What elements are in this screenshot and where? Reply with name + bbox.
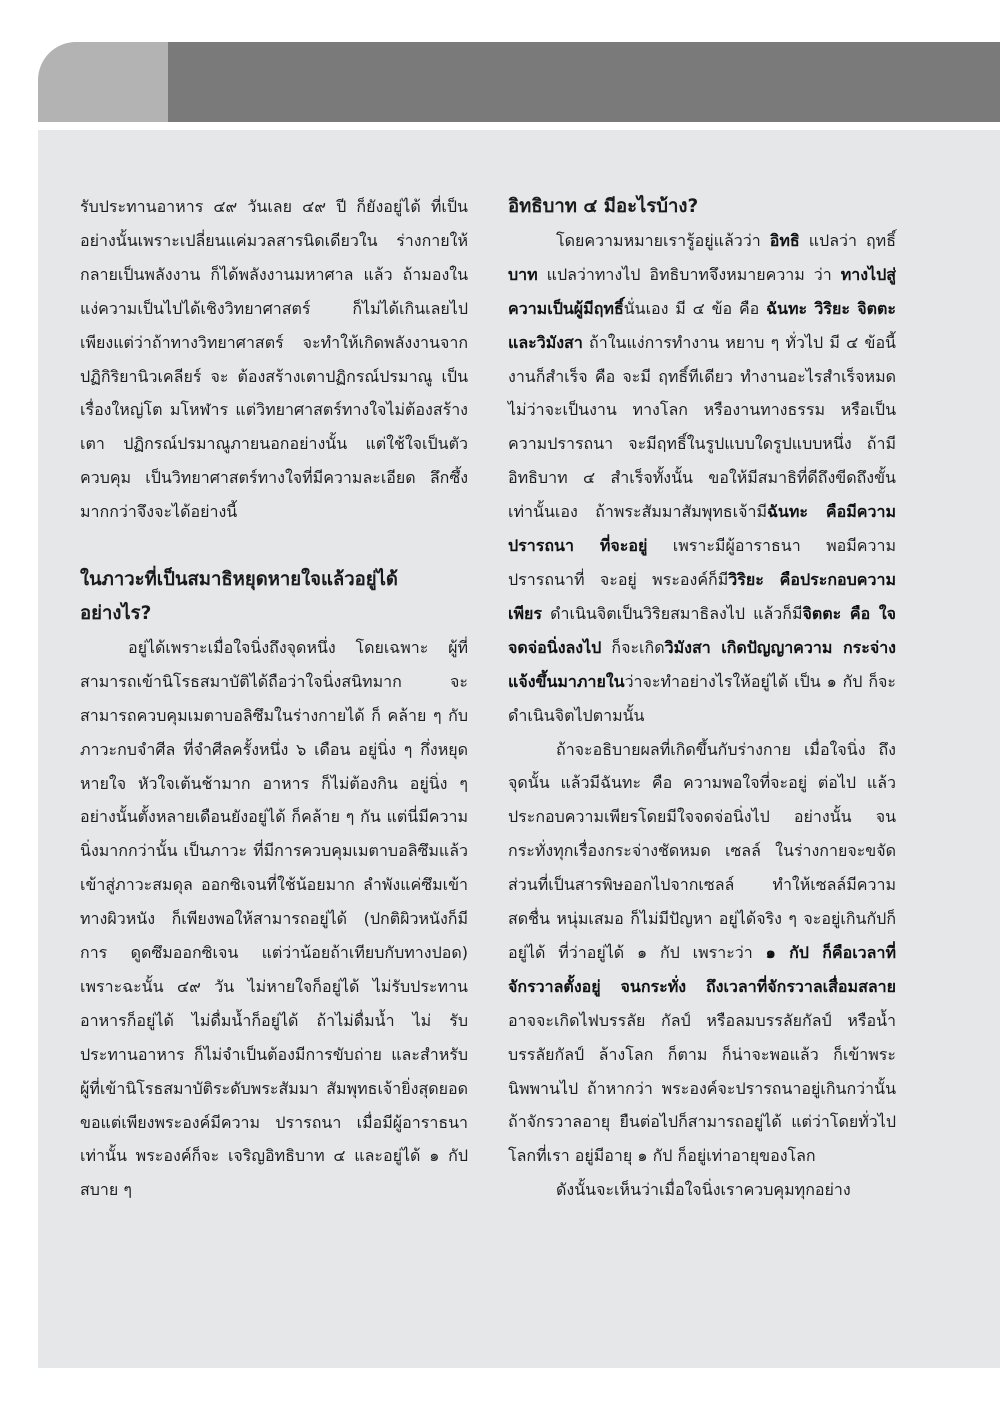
text-run: เพราะมีผู้อาราธนา พอมีความปรารถนาที่ จะอยู่ พระองค์ก็มี xyxy=(508,536,897,589)
bold-term: ฉันทะ วิริยะ จิตตะ และวิมังสา xyxy=(508,298,896,352)
text-run: ก็จะเกิด xyxy=(601,637,665,657)
bold-term: ฉันทะ คือมีความปรารถนา ที่จะอยู่ xyxy=(508,502,896,556)
right-column xyxy=(508,190,896,1207)
text-run: ดำเนินจิตเป็นวิริยสมาธิลงไป แล้วก็มี xyxy=(541,603,803,623)
bold-term: จิตตะ คือ ใจจดจ่อนิ่งลงไป xyxy=(508,603,897,657)
text-run: ถ้าจะอธิบายผลที่เกิดขึ้นกับร่างกาย เมื่อใจนิ่ง ถึงจุดนั้น แล้วมีฉันทะ คือ ความพอใจที่จะอยู่ ต่อไป แล้วประกอบความเพียรโดยมีใจจดจ่อนิ่งไป อย่างนั้น จนกระทั่งทุกเรื่องกระจ่างชัดหมด เซลล์ ในร่างกายจะขจัดส่วนที่เป็นสารพิษออกไปจากเซลล์ ทำให้เซลล์มีความสดชื่น หนุ่มเสมอ ก็ไม่มีปัญหา อยู่ได้จริง ๆ จะอยู่เกินกัปก็อยู่ได้ ที่ว่าอยู่ได้ ๑ กัป เพราะว่า xyxy=(508,739,896,962)
right-heading: อิทธิบาท ๔ มีอะไรบ้าง? xyxy=(508,196,699,217)
text-run: แปลว่าทางไป อิทธิบาทจึงหมายความ ว่า xyxy=(537,264,841,284)
header-tab-left xyxy=(38,42,168,122)
text-run: ว่าจะทำอย่างไรให้อยู่ได้ เป็น ๑ กัป ก็จะดำเนินจิตไปตามนั้น xyxy=(508,671,896,725)
bold-term: วิมังสา เกิดปัญญาความ กระจ่างแจ้งขึ้นมาภายใน xyxy=(508,637,896,691)
left-paragraph-2: อยู่ได้เพราะเมื่อใจนิ่งถึงจุดหนึ่ง โดยเฉพาะ ผู้ที่สามารถเข้านิโรธสมาบัติได้ถือว่าใจนิ่งสนิทมาก จะสามารถควบคุมเมตาบอลิซึมในร่างกายได้ ก็ คล้าย ๆ กับภาวะกบจำศีล ที่จำศีลครั้งหนึ่ง ๖ เดือน อยู่นิ่ง ๆ กึ่งหยุดหายใจ หัวใจเต้นช้ามาก อาหาร ก็ไม่ต้องกิน อยู่นิ่ง ๆ อย่างนั้นตั้งหลายเดือนยังอยู่ได้ ก็คล้าย ๆ กัน แต่นี่มีความนิ่งมากกว่านั้น เป็นภาวะ ที่มีการควบคุมเมตาบอลิซึมแล้วเข้าสู่ภาวะสมดุล ออกซิเจนที่ใช้น้อยมาก ลำพังแค่ซึมเข้าทางผิวหนัง ก็เพียงพอให้สามารถอยู่ได้ (ปกติผิวหนังก็มีการ ดูดซึมออกซิเจน แต่ว่าน้อยถ้าเทียบกับทางปอด) เพราะฉะนั้น ๔๙ วัน ไม่หายใจก็อยู่ได้ ไม่รับประทาน อาหารก็อยู่ได้ ไม่ดื่มน้ำก็อยู่ได้ ถ้าไม่ดื่มน้ำ ไม่ รับประทานอาหาร ก็ไม่จำเป็นต้องมีการขับถ่าย และสำหรับผู้ที่เข้านิโรธสมาบัติระดับพระสัมมา สัมพุทธเจ้ายิ่งสุดยอด ขอแต่เพียงพระองค์มีความ ปรารถนา เมื่อมีผู้อาราธนาเท่านั้น พระองค์ก็จะ เจริญอิทธิบาท ๔ และอยู่ได้ ๑ กัป สบาย ๆ xyxy=(80,637,468,1200)
text-run: ถ้าในแง่การทำงาน หยาบ ๆ ทั่วไป มี ๔ ข้อนี้งานก็สำเร็จ คือ จะมี ฤทธิ์ทีเดียว ทำงานอะไรสำเร็จหมด ไม่ว่าจะเป็นงาน ทางโลก หรืองานทางธรรม หรือเป็นความปรารถนา จะมีฤทธิ์ในรูปแบบใดรูปแบบหนึ่ง ถ้ามีอิทธิบาท ๔ สำเร็จทั้งนั้น ขอให้มีสมาธิที่ดีถึงขีดถึงขั้นเท่านั้นเอง ถ้าพระสัมมาสัมพุทธเจ้ามี xyxy=(508,332,896,522)
left-column xyxy=(80,190,468,1207)
left-paragraph-1: รับประทานอาหาร ๔๙ วันเลย ๔๙ ปี ก็ยังอยู่ได้ ที่เป็นอย่างนั้นเพราะเปลี่ยนแค่มวลสารนิดเดียวใน ร่างกายให้กลายเป็นพลังงาน ก็ได้พลังงานมหาศาล แล้ว ถ้ามองในแง่ความเป็นไปได้เชิงวิทยาศาสตร์ ก็ไม่ได้เกินเลยไป เพียงแต่ว่าถ้าทางวิทยาศาสตร์ จะทำให้เกิดพลังงานจากปฏิกิริยานิวเคลียร์ จะ ต้องสร้างเตาปฏิกรณ์ปรมาณู เป็นเรื่องใหญ่โต มโหฬาร แต่วิทยาศาสตร์ทางใจไม่ต้องสร้างเตา ปฏิกรณ์ปรมาณูภายนอกอย่างนั้น แต่ใช้ใจเป็นตัว ควบคุม เป็นวิทยาศาสตร์ทางใจที่มีความละเอียด ลึกซึ้งมากกว่าจึงจะได้อย่างนี้ xyxy=(80,197,468,522)
right-paragraph-2 xyxy=(508,733,896,1174)
bold-term: บาท xyxy=(508,264,538,284)
text-run: โดยความหมายเรารู้อยู่แล้วว่า xyxy=(556,230,770,250)
bold-term: อิทธิ xyxy=(769,230,800,250)
text-run: แปลว่า ฤทธิ์ xyxy=(799,230,896,250)
text-run: นั่นเอง มี ๔ ข้อ คือ xyxy=(623,298,767,318)
header-bar xyxy=(168,42,1000,122)
bold-term: ทางไปสู่ความเป็นผู้มีฤทธิ์ xyxy=(508,264,896,318)
right-paragraph-3: ดังนั้นจะเห็นว่าเมื่อใจนิ่งเราควบคุมทุกอย่าง xyxy=(556,1180,851,1200)
bold-term: วิริยะ คือประกอบความเพียร xyxy=(508,569,896,623)
text-run: อาจจะเกิดไฟบรรลัย กัลป์ หรือลมบรรลัยกัลป์ หรือน้ำบรรลัยกัลป์ ล้างโลก ก็ตาม ก็น่าจะพอแล้ว ก็เข้าพระนิพพานไป ถ้าหากว่า พระองค์จะปรารถนาอยู่เกินกว่านั้น ถ้าจักรวาลอายุ ยืนต่อไปก็สามารถอยู่ได้ แต่ว่าโดยทั่วไปโลกที่เรา อยู่มีอายุ ๑ กัป ก็อยู่เท่าอายุของโลก xyxy=(508,1010,896,1166)
bold-term: ๑ กัป ก็คือเวลาที่จักรวาลตั้งอยู่ จนกระทั่ง ถึงเวลาที่จักรวาลเสื่อมสลาย xyxy=(508,942,896,996)
left-heading: ในภาวะที่เป็นสมาธิหยุดหายใจแล้วอยู่ได้อย่างไร? xyxy=(80,569,398,624)
right-paragraph-1 xyxy=(508,224,896,733)
